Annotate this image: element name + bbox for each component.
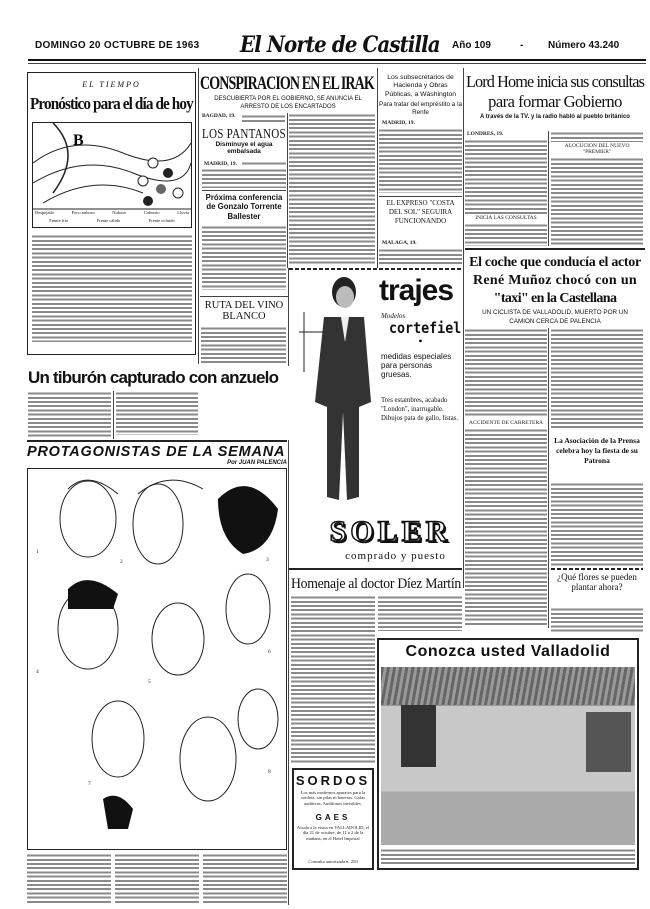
conferencia-headline: Próxima conferencia de Gonzalo Torrente Ballester	[205, 193, 283, 221]
tiburon-headline: Un tiburón capturado con anzuelo	[28, 368, 279, 387]
pantanos-body-cont	[202, 168, 286, 188]
coche-headline-2: René Muñoz chocó con un	[472, 273, 637, 288]
subsecretarios-subtitle: Para tratar del empréstito a la Renfe	[379, 101, 462, 116]
caricature-number: 1	[36, 549, 39, 555]
valladolid-caption	[381, 848, 635, 866]
tiburon-body-col1	[28, 391, 111, 439]
coche-body-col1	[465, 328, 547, 418]
coche-body-col2	[551, 328, 643, 428]
lordhome-dateline: LONDRES, 19.	[467, 131, 504, 137]
coche-headline-2-wrap	[466, 271, 644, 289]
conferencia-body	[202, 225, 286, 290]
weather-kicker: EL TIEMPO	[82, 80, 141, 89]
coche-headline-1: El coche que conducía el actor	[469, 255, 641, 270]
ad-trajes-headline: trajes	[379, 274, 454, 307]
lordhome-headline-1: Lord Home inicia sus consultas	[466, 72, 645, 91]
caricatures-caption-col3	[203, 853, 287, 903]
ad-trajes[interactable]	[289, 272, 462, 567]
caricature-number: 6	[268, 649, 271, 655]
irak-dateline: BAGDAD, 19.	[202, 113, 236, 119]
homenaje-headline-wrap	[291, 575, 461, 593]
irak-subtitle: DESCUBIERTA POR EL GOBIERNO, SE ANUNCIA EL ARRESTO DE LOS ENCARTADOS	[214, 96, 362, 110]
legend-item: Frente frío	[49, 218, 69, 223]
masthead-rule-thin	[28, 63, 646, 64]
protagonistas-byline: Por JUAN PALENCIA	[227, 460, 287, 466]
caricatures-box	[27, 468, 287, 850]
subsecretarios-dateline: MADRID, 19.	[382, 120, 415, 126]
caricature-number: 7	[88, 781, 91, 787]
valladolid-headline: Conozca usted Valladolid	[405, 643, 611, 660]
caricature-number: 8	[268, 769, 271, 775]
coche-body-col1-cont	[465, 428, 547, 627]
pantanos-subtitle: Disminuye el agua embalsada	[215, 141, 273, 155]
masthead-rule	[28, 59, 646, 61]
ad-store-logo-wrap	[319, 517, 462, 547]
sordos-brand: GAES	[315, 813, 351, 822]
coche-headline-3: "taxi" en la Castellana	[493, 291, 617, 306]
newspaper-title: El Norte de Castilla	[240, 32, 440, 58]
irak-body-col2	[289, 113, 375, 265]
ad-bullet: •	[418, 334, 423, 348]
map-label: Cubierto	[143, 210, 160, 215]
weather-title: Pronóstico para el día de hoy	[30, 94, 193, 113]
coche-headline-1-wrap	[466, 253, 644, 271]
map-label: Despejado	[35, 210, 54, 215]
valladolid-headline-wrap	[381, 643, 635, 661]
map-label: Poco nuboso	[71, 210, 95, 215]
svg-text:B: B	[73, 132, 84, 149]
edition-year: Año 109	[452, 40, 491, 51]
expreso-body	[379, 248, 462, 265]
protagonistas-headline-wrap	[27, 443, 285, 461]
sordos-text2: Acuda a la visita en VALLADOLID, el día 21 de octubre, de 11 a 2 de la mañana, en el Hotel Imperial	[296, 825, 370, 841]
ad-brand-prefix: Modelos	[381, 312, 406, 320]
lordhome-subhead-1: INICIA LAS CONSULTAS	[475, 215, 537, 221]
lordhome-body-col2-cont	[551, 157, 643, 246]
protagonistas-headline: PROTAGONISTAS DE LA SEMANA	[27, 443, 286, 460]
flores-headline: ¿Qué flores se pueden plantar ahora?	[557, 572, 637, 593]
lordhome-headline-1-wrap	[466, 74, 644, 92]
valladolid-photo	[381, 667, 635, 845]
coche-subhead: ACCIDENTE DE CARRETERA	[469, 420, 543, 426]
homenaje-headline: Homenaje al doctor Díez Martín	[291, 576, 461, 592]
flores-body	[551, 607, 643, 633]
map-label: Lluvia	[177, 210, 189, 215]
ad-text: medidas especiales para personas gruesas.	[381, 352, 452, 380]
lordhome-headline-2-wrap	[466, 94, 644, 112]
prensa-body	[551, 482, 643, 566]
legend-item: Frente cálido	[96, 218, 121, 223]
map-label: Nuboso	[112, 210, 127, 215]
weather-title-wrap	[30, 95, 193, 114]
expreso-dateline: MALAGA, 19.	[382, 240, 417, 246]
homenaje-body-col2	[378, 595, 462, 631]
ad-brand: cortefiel	[389, 319, 462, 337]
lordhome-body-col1-cont	[465, 223, 547, 246]
caricature-number: 4	[36, 669, 39, 675]
caricature-number: 2	[120, 559, 123, 565]
irak-headline-wrap	[200, 74, 374, 94]
lordhome-subhead-2: ALOCUCION DEL NUEVO "PREMIER"	[564, 143, 630, 156]
tiburon-body-col2	[116, 391, 198, 435]
caricature-number: 5	[148, 679, 151, 685]
caricatures-illustration	[28, 469, 286, 849]
pantanos-headline: LOS PANTANOS	[202, 127, 286, 142]
pantanos-dateline: MADRID, 19.	[204, 161, 237, 167]
lordhome-headline-2: para formar Gobierno	[488, 92, 622, 111]
prensa-headline: La Asociación de la Prensa celebra hoy la fiesta de su Patrona	[554, 436, 640, 465]
subsecretarios-headline: Los subsecretarios de Hacienda y Obras Públicas, a Wáshington	[384, 74, 457, 98]
ad-store-logo: SOLER	[329, 515, 452, 548]
lordhome-body-col2	[551, 131, 643, 142]
weather-map	[32, 122, 192, 228]
tiburon-headline-wrap	[28, 369, 286, 388]
lordhome-body-col1	[465, 139, 547, 214]
caricatures-caption-col1	[27, 853, 111, 903]
coche-subtitle: UN CICLISTA DE VALLADOLID, MUERTO POR UN CAMION CERCA DE PALENCIA	[482, 309, 628, 325]
subsecretarios-body	[379, 128, 462, 193]
irak-body-col1	[242, 114, 285, 122]
newspaper-title-wrap	[240, 32, 440, 58]
sordos-footer: Consulta autorizada n. 250	[308, 859, 358, 864]
ad-tagline: comprado y puesto	[345, 550, 446, 562]
legend-item: Frente ocluido	[148, 218, 175, 223]
pantanos-body	[242, 161, 286, 167]
separator: -	[520, 40, 524, 51]
sordos-title: SORDOS	[295, 773, 371, 788]
man-in-suit-illustration	[299, 272, 379, 512]
ad-detail: Tres estambres, acabado "London", inarrugable. Dibujos pata de gallo, listas.	[381, 397, 459, 423]
sordos-text: Los más modernos aparatos para la sordera, sin pilas ni baterías. Gafas auditivas. Audífonos invisibles.	[300, 790, 366, 806]
homenaje-body-col1	[291, 595, 375, 763]
ruta-body	[201, 326, 286, 364]
ad-trajes-headline-wrap	[379, 276, 459, 306]
ruta-headline: RUTA DEL VINO BLANCO	[204, 300, 284, 323]
edition-number: Número 43.240	[548, 40, 620, 51]
irak-headline: CONSPIRACION EN EL IRAK	[200, 73, 374, 94]
coche-headline-3-wrap	[466, 289, 644, 307]
expreso-headline: EL EXPRESO "COSTA DEL SOL" SEGUIRA FUNCIONANDO	[386, 199, 455, 226]
edition-date: DOMINGO 20 OCTUBRE DE 1963	[35, 40, 200, 51]
weather-body	[32, 234, 192, 342]
lordhome-subtitle: A través de la TV. y la radio habló al pueblo británico	[480, 114, 630, 120]
caricature-number: 3	[266, 557, 269, 563]
caricatures-caption-col2	[115, 853, 199, 903]
